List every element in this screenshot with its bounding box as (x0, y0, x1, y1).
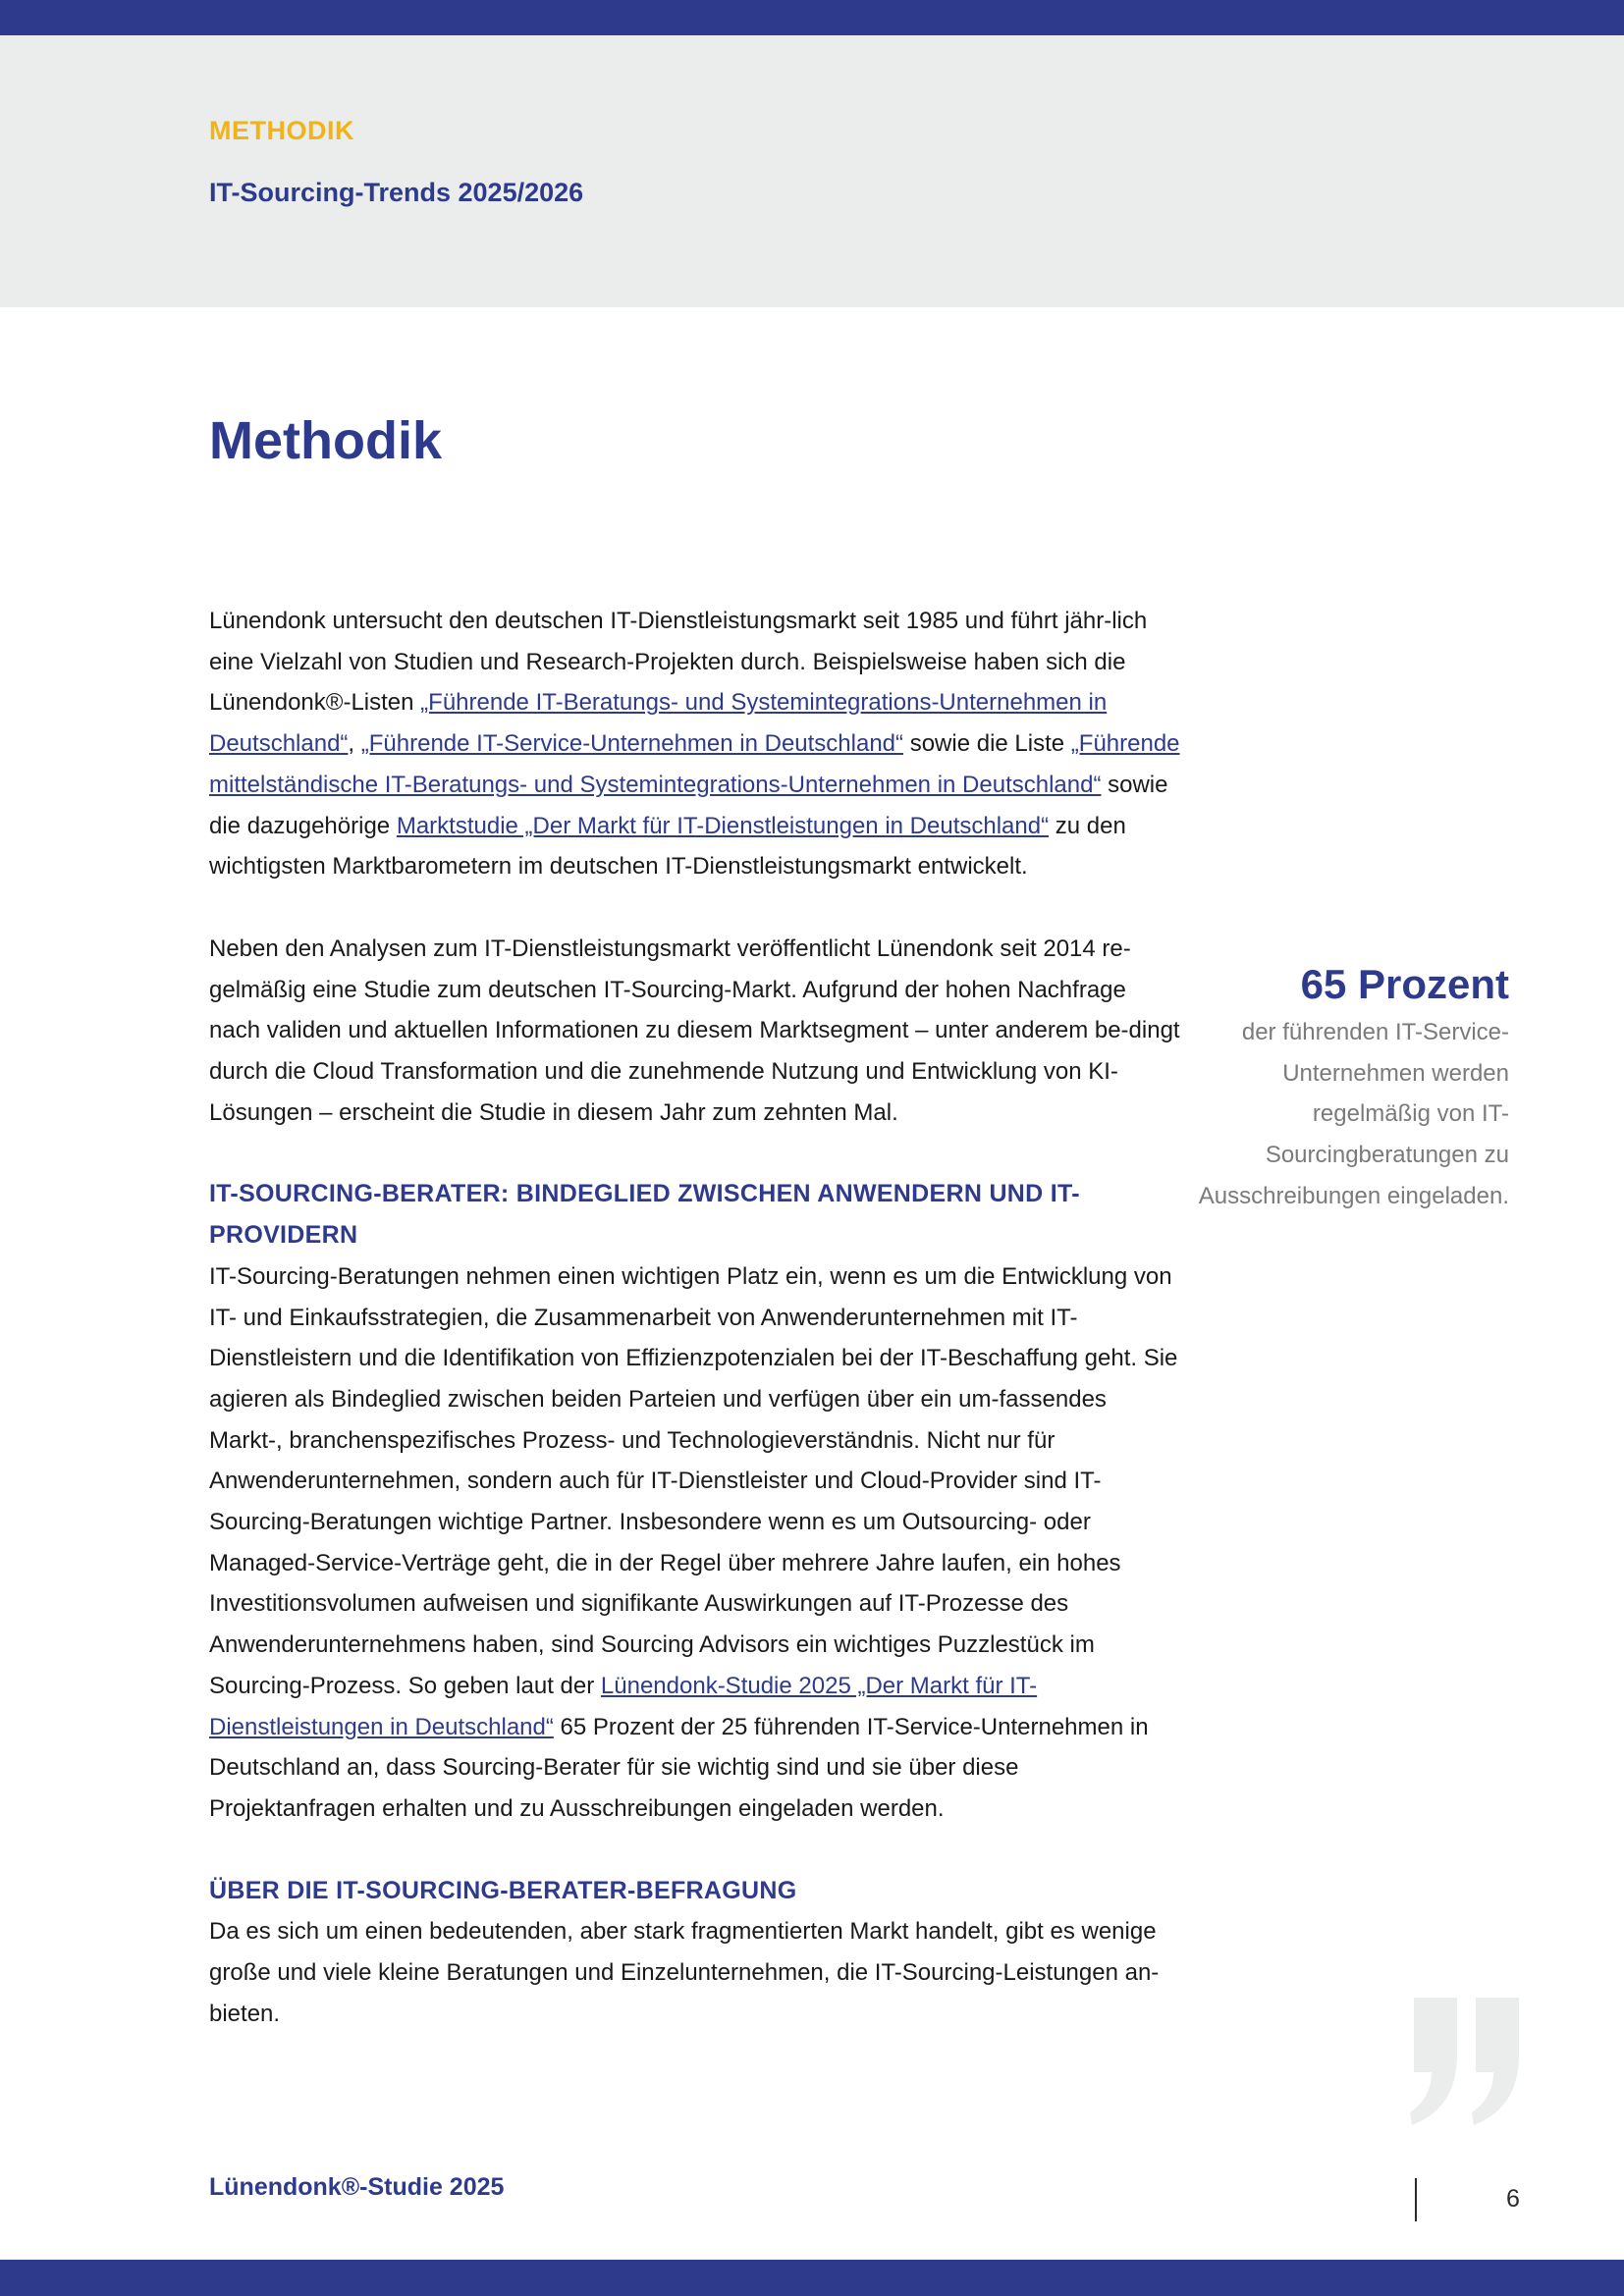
intro-text: sowie die Liste (903, 730, 1071, 758)
paragraph-text: 65 Prozent der 25 führenden IT-Service-Unternehmen in Deutschland an, dass Sourcing-Berater für sie wichtig sind und sie über diese Projektanfragen erhalten und zu Ausschreibungen eingeladen werden. (209, 1713, 1149, 1822)
footer-divider (1415, 2178, 1417, 2221)
link-it-service-liste[interactable]: „Führende IT-Service-Unternehmen in Deutschland“ (360, 730, 904, 758)
link-luenendonk-studie-2025[interactable]: Lünendonk-Studie 2025 „Der Markt für IT-Dienstleistungen in Deutschland“ (209, 1672, 1038, 1740)
section-paragraph-befragung: Da es sich um einen bedeutenden, aber stark fragmentierten Markt handelt, gibt es wenige große und viele kleine Beratungen und Einzelunternehmen, die IT-Sourcing-Leistungen an-bieten. (209, 1918, 1160, 2027)
link-it-beratungs-liste[interactable]: „Führende IT-Beratungs- und Systemintegrations-Unternehmen in Deutschland“ (209, 689, 1108, 758)
page-title: Methodik (209, 411, 442, 470)
intro-text: zu den wichtigsten Marktbarometern im deutschen IT-Dienstleistungsmarkt entwickelt. (209, 812, 1126, 881)
section-heading-berater: IT-SOURCING-BERATER: BINDEGLIED ZWISCHEN ANWENDERN UND IT-PROVIDERN (209, 1180, 1080, 1250)
closing-quote-icon (1410, 1998, 1523, 2125)
intro-paragraph-2: Neben den Analysen zum IT-Dienstleistungsmarkt veröffentlicht Lünendonk seit 2014 re-gelmäßig eine Studie zum deutschen IT-Sourcing-Markt. Aufgrund der hohen Nachfrage nach validen und aktuellen Informationen zu diesem Marktsegment – unter anderem be-dingt durch die Cloud Transformation und die zunehmende Nutzung und Entwicklung von KI-Lösungen – erscheint die Studie in diesem Jahr zum zehnten Mal. (209, 934, 1180, 1126)
sidebar-callout (1195, 957, 1509, 1217)
header-band (0, 35, 1624, 307)
footer-study-title: Lünendonk®-Studie 2025 (209, 2173, 505, 2201)
link-mittelstaendische-liste[interactable]: „Führende mittelständische IT-Beratungs- und Systemintegrations-Unternehmen in Deutschland“ (209, 730, 1180, 798)
section-heading-befragung: ÜBER DIE IT-SOURCING-BERATER-BEFRAGUNG (209, 1876, 797, 1904)
link-marktstudie[interactable]: Marktstudie „Der Markt für IT-Dienstleistungen in Deutschland“ (396, 812, 1050, 839)
top-color-bar (0, 0, 1624, 35)
callout-figure: 65 Prozent (1300, 961, 1509, 1007)
paragraph-text: IT-Sourcing-Beratungen nehmen einen wichtigen Platz ein, wenn es um die Entwicklung von IT- und Einkaufsstrategien, die Zusammenarbeit von Anwenderunternehmen mit IT-Dienstleistern und die Identifikation von Effizienzpotenzialen bei der IT-Beschaffung geht. Sie agieren als Bindeglied zwischen beiden Parteien und verfügen über ein um-fassendes Markt-, branchenspezifisches Prozess- und Technologieverständnis. Nicht nur für Anwenderunternehmen, sondern auch für IT-Dienstleister und Cloud-Provider sind IT-Sourcing-Beratungen wichtige Partner. Insbesondere wenn es um Outsourcing- oder Managed-Service-Verträge geht, die in der Regel über mehrere Jahre laufen, ein hohes Investitionsvolumen aufweisen und signifikante Auswirkungen auf IT-Prozesse des Anwenderunternehmens haben, sind Sourcing Advisors ein wichtiges Puzzlestück im Sourcing-Prozess. So geben laut der (209, 1262, 1178, 1699)
intro-text: sowie die dazugehörige (209, 771, 1168, 839)
document-subtitle: IT-Sourcing-Trends 2025/2026 (209, 178, 584, 207)
section-paragraph-berater (209, 1256, 1181, 1830)
section-label: METHODIK (209, 116, 354, 145)
page-number: 6 (1506, 2185, 1520, 2213)
intro-text: , (348, 730, 361, 758)
main-body (209, 601, 1181, 2035)
intro-text: Lünendonk untersucht den deutschen IT-Dienstleistungsmarkt seit 1985 und führt jähr-lich eine Vielzahl von Studien und Research-Projekten durch. Beispielsweise haben sich die Lünendonk®-Listen (209, 608, 1148, 717)
bottom-color-bar (0, 2260, 1624, 2296)
callout-text: der führenden IT-Service-Unternehmen werden regelmäßig von IT-Sourcingberatungen zu Ausschreibungen eingeladen. (1198, 1019, 1509, 1209)
intro-paragraph-1 (209, 601, 1181, 887)
